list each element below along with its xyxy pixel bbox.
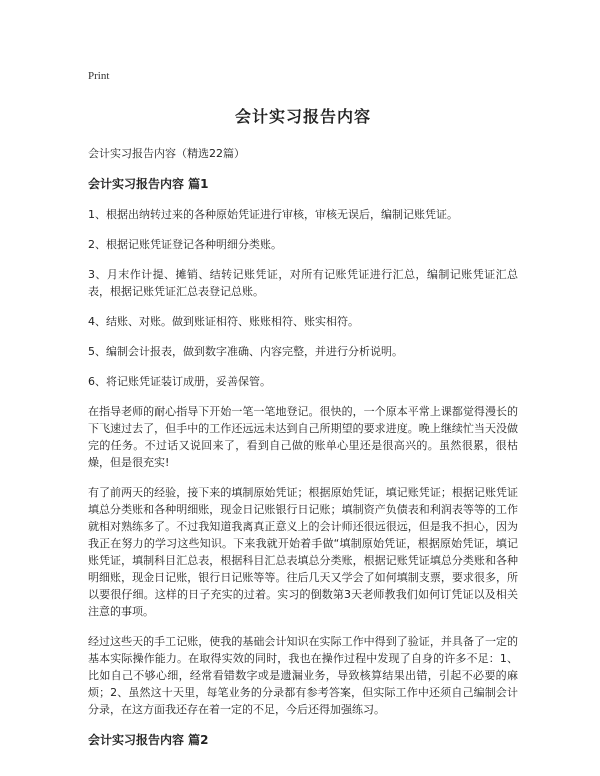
paragraph-9: 经过这些天的手工记账，使我的基础会计知识在实际工作中得到了验证，并具备了一定的基本实际操作能力。在取得实效的同时，我也在操作过程中发现了自身的许多不足：1、比如自己不够心细，经常看错数字或是遗漏业务，导致核算结果出错，引起不必要的麻烦；2、虽然这十天里，每笔业务的分录都有参考答案，但实际工作中还须自己编制会计分录，在这方面我还存在着一定的不足，今后还得加强练习。: [88, 635, 518, 716]
section-heading-2: 会计实习报告内容 篇2: [88, 733, 209, 747]
print-link[interactable]: Print: [88, 70, 110, 82]
section-heading-1: 会计实习报告内容 篇1: [88, 177, 209, 191]
paragraph-2: 2、根据记账凭证登记各种明细分类账。: [88, 238, 282, 251]
paragraph-3: 3、月末作计提、摊销、结转记账凭证，对所有记账凭证进行汇总，编制记账凭证汇总表，根据记账凭证汇总表登记总账。: [88, 268, 518, 298]
paragraph-8: 有了前两天的经验，接下来的填制原始凭证；根据原始凭证，填记账凭证；根据记账凭证填总分类账和各种明细账，现金日记账银行日记账；填制资产负债表和利润表等等的工作就相对熟练多了。不过我知道我离真正意义上的会计师还很远很远，但是我不担心，因为我正在努力的学习这些知识。下来我就开始着手做“填制原始凭证，根据原始凭证，填记账凭证，填制科目汇总表，根据科目汇总表填总分类账，根据记账凭证填总分类账和各种明细账，现金日记账，银行日记账等等。往后几天又学会了如何填制支票，要求很多，所以要很仔细。这样的日子充实的过着。实习的倒数第3天老师教我们如何订凭证以及相关注意的事项。: [88, 486, 518, 618]
paragraph-4: 4、结账、对账。做到账证相符、账账相符、账实相符。: [88, 315, 359, 328]
page-title: 会计实习报告内容: [234, 107, 371, 126]
document-page: [88, 70, 518, 762]
paragraph-5: 5、编制会计报表，做到数字准确、内容完整，并进行分析说明。: [88, 345, 403, 358]
paragraph-1: 1、根据出纳转过来的各种原始凭证进行审核，审核无误后，编制记账凭证。: [88, 208, 458, 221]
paragraph-6: 6、将记账凭证装订成册，妥善保管。: [88, 375, 271, 388]
subtitle: 会计实习报告内容（精选22篇）: [88, 147, 245, 160]
paragraph-7: 在指导老师的耐心指导下开始一笔一笔地登记。很快的，一个原本平常上课都觉得漫长的下飞速过去了，但手中的工作还远远未达到自己所期望的要求进度。晚上继续忙当天没做完的任务。不过话又说回来了，看到自己做的账单心里还是很高兴的。虽然很累，很枯燥，但是很充实!: [88, 405, 518, 469]
